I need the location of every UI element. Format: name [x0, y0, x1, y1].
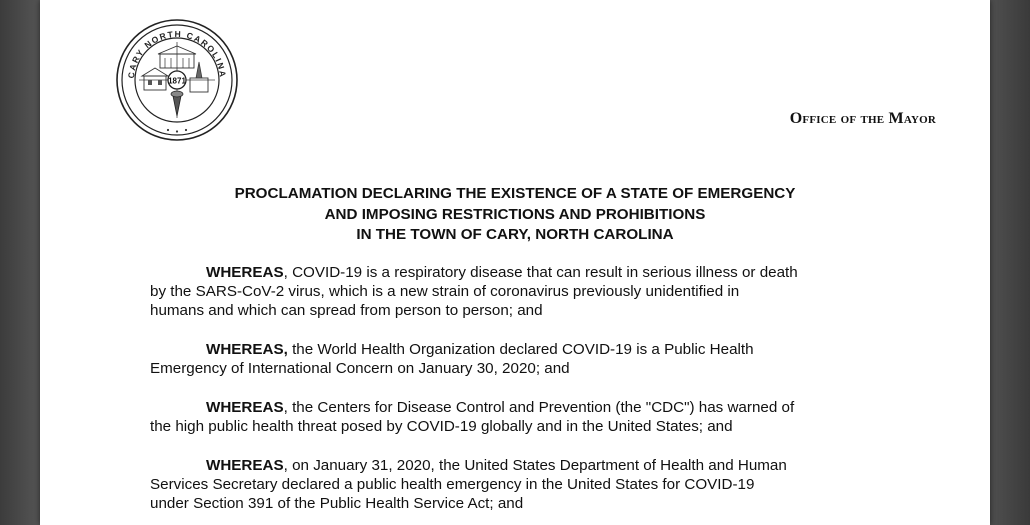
paragraph-text: , COVID-19 is a respiratory disease that can result in serious illness or death [283, 264, 798, 281]
whereas-keyword: WHEREAS [206, 457, 284, 474]
paragraph-text: , on January 31, 2020, the United States Department of Health and Human [283, 457, 787, 474]
paragraph-line [150, 340, 890, 359]
paragraph-line [150, 263, 890, 282]
town-seal [112, 18, 242, 143]
paragraph-line: by the SARS-CoV-2 virus, which is a new strain of coronavirus previously unidentified in [150, 283, 740, 300]
whereas-paragraph [150, 340, 890, 378]
whereas-keyword: WHEREAS, [206, 341, 288, 358]
office-heading: Office of the Mayor [789, 110, 936, 127]
seal-text: CARY NORTH CAROLINA [125, 28, 229, 79]
seal-year: 1871 [168, 76, 186, 86]
paragraph-text: the World Health Organization declared COVID-19 is a Public Health [287, 341, 754, 358]
proclamation-title [40, 184, 990, 246]
paragraph-line: Emergency of International Concern on January 30, 2020; and [150, 360, 570, 377]
whereas-keyword: WHEREAS [206, 399, 284, 416]
paragraph-line [150, 398, 890, 417]
whereas-paragraph [150, 456, 890, 513]
paragraph-text: , the Centers for Disease Control and Prevention (the "CDC") has warned of [283, 399, 795, 416]
title-line: AND IMPOSING RESTRICTIONS AND PROHIBITIONS [324, 205, 706, 223]
whereas-paragraph [150, 263, 890, 320]
title-line: IN THE TOWN OF CARY, NORTH CAROLINA [356, 226, 674, 243]
paragraph-line: humans and which can spread from person to person; and [150, 302, 543, 319]
document-page[interactable] [40, 0, 990, 525]
whereas-paragraph [150, 398, 890, 436]
paragraph-line: the high public health threat posed by COVID-19 globally and in the United States; and [150, 418, 733, 435]
proclamation-body [150, 263, 890, 525]
paragraph-line [150, 456, 890, 475]
paragraph-line: Services Secretary declared a public health emergency in the United States for COVID-19 [150, 476, 755, 493]
paragraph-line: under Section 391 of the Public Health Service Act; and [150, 495, 524, 512]
title-line: PROCLAMATION DECLARING THE EXISTENCE OF A STATE OF EMERGENCY [234, 185, 796, 202]
whereas-keyword: WHEREAS [206, 264, 284, 281]
